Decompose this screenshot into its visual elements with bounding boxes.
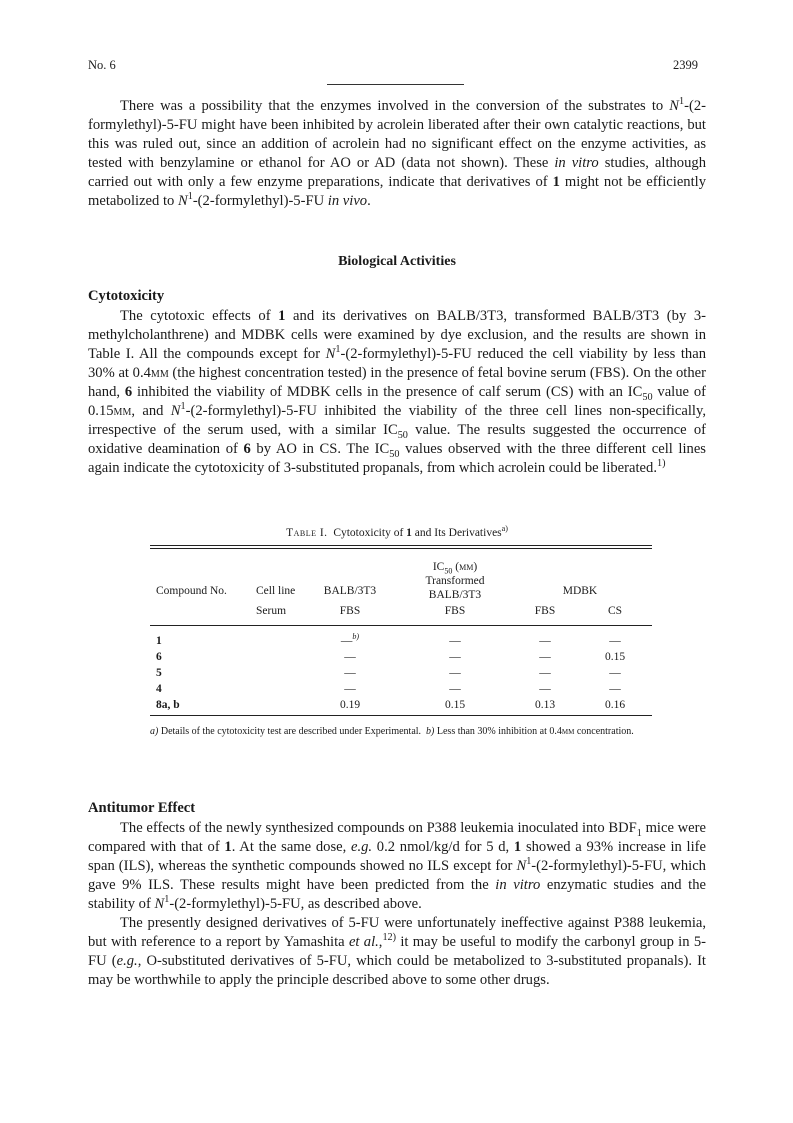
header-compound: Compound No. <box>156 585 227 597</box>
table-footnotes: a) Details of the cytotoxicity test are described under Experimental. b) Less than 30% inhibition at 0.4mm concentration. <box>150 726 634 737</box>
header-serum: Serum <box>256 605 287 617</box>
cell-compound: 4 <box>156 683 162 695</box>
header-rule <box>327 84 464 85</box>
cell-mdbk-fbs: — <box>539 683 551 695</box>
cell-compound: 6 <box>156 651 162 663</box>
header-transformed-2: BALB/3T3 <box>428 589 482 601</box>
paragraph-enzyme-inhibition: There was a possibility that the enzymes involved in the conversion of the substrates to $N^1-(2-formylethyl)-5-FU$ might have been inhibited by acrolein liberated after their own catalytic reactions, but this was ruled out, since an addition of acrolein had no significant effect on the enzyme activities, as tested with benzylamine or ethanol for AO or AD (data not shown). These in vitro studies, although carried out with only a few enzyme preparations, indicate that derivatives of 1 might not be efficiently metabolized to $N^1-(2-formylethyl)-5-FU$ in vivo. <box>88 96 706 209</box>
cell-compound: 8a, b <box>156 699 180 711</box>
cell-balb: — <box>344 667 356 679</box>
cell-transformed: 0.15 <box>444 699 466 711</box>
cell-mdbk-cs: 0.16 <box>604 699 626 711</box>
header-transformed-1: Transformed <box>425 575 485 587</box>
cell-mdbk-fbs: — <box>539 667 551 679</box>
cell-balb: — <box>344 651 356 663</box>
cytotoxicity-table <box>150 545 652 720</box>
paragraph-antitumor: The effects of the newly synthesized compounds on P388 leukemia inoculated into $BDF_1$ mice were compared with that of 1. At the same dose, e.g. 0.2 nmol/kg/d for 5 d, 1 showed a 93% increase in life span (ILS), whereas the synthetic compounds showed no ILS except for $N^1-(2-formylethyl)-5-FU$, which gave 9% ILS. These results might have been predicted from the in vitro enzymatic studies and the stability of $N^1-(2-formylethyl)-5-FU$, as described above. The presently designed derivatives of 5-FU were unfortunately ineffective against P388 leukemia, but with reference to a report by Yamashita et al.,$^{12)}$ it may be useful to modify the carbonyl group in 5-FU (e.g., O-substituted derivatives of 5-FU, which could be metabolized to 3-substituted propanals). It may be worthwhile to apply the principle described above to some other drugs. <box>88 820 707 988</box>
table-top-rule-2 <box>150 548 652 549</box>
table-caption: Table I. Cytotoxicity of 1 and Its Derivatives$^{a)}$ <box>286 524 508 539</box>
cell-mdbk-fbs: — <box>539 635 551 647</box>
header-fbs-mdbk: FBS <box>534 605 556 617</box>
cell-mdbk-cs: — <box>609 635 621 647</box>
cell-mdbk-cs: — <box>609 683 621 695</box>
issue-number: No. 6 <box>88 58 116 72</box>
page-number: 2399 <box>673 58 698 72</box>
section-title: Biological Activities <box>338 254 456 269</box>
cell-mdbk-fbs: 0.13 <box>534 699 556 711</box>
cell-transformed: — <box>449 667 461 679</box>
header-fbs-trans: FBS <box>444 605 466 617</box>
header-ic50: $IC_{50}$ (mm) <box>432 561 478 576</box>
cell-transformed: — <box>449 683 461 695</box>
table-bottom-rule <box>150 715 652 716</box>
cell-balb: 0.19 <box>339 699 361 711</box>
cell-transformed: — <box>449 635 461 647</box>
header-balb: BALB/3T3 <box>323 585 377 597</box>
header-cs-mdbk: CS <box>607 605 623 617</box>
cell-mdbk-fbs: — <box>539 651 551 663</box>
table-header-rule <box>150 625 652 626</box>
cell-balb: —$^{b)}$ <box>340 632 360 647</box>
header-mdbk: MDBK <box>562 585 598 597</box>
cell-balb: — <box>344 683 356 695</box>
cell-compound: 5 <box>156 667 162 679</box>
cell-compound: 1 <box>156 635 162 647</box>
antitumor-heading: Antitumor Effect <box>88 800 196 816</box>
cell-mdbk-cs: — <box>609 667 621 679</box>
cell-transformed: — <box>449 651 461 663</box>
header-cell-line: Cell line <box>256 585 296 597</box>
cell-mdbk-cs: 0.15 <box>604 651 626 663</box>
cytotoxicity-heading: Cytotoxicity <box>88 288 165 304</box>
header-fbs-balb: FBS <box>339 605 361 617</box>
paragraph-cytotoxicity: The cytotoxic effects of 1 and its derivatives on BALB/3T3, transformed BALB/3T3 (by 3-methylcholanthrene) and MDBK cells were examined by dye exclusion, and the results are shown in Table I. All the compounds except for $N^1-(2-formylethyl)-5-FU$ reduced the cell viability by less than 30% at 0.4mm (the highest concentration tested) in the presence of fetal bovine serum (FBS). On the other hand, 6 inhibited the viability of MDBK cells in the presence of calf serum (CS) with an $IC_{50}$ value of 0.15mm, and $N^1-(2-formylethyl)-5-FU$ inhibited the viability of the three cell lines non-specifically, irrespective of the serum used, with a similar $IC_{50}$ value. The results suggested the occurrence of oxidative deamination of 6 by AO in CS. The $IC_{50}$ values observed with the three different cell lines again indicate the cytotoxicity of 3-substituted propanals, from which acrolein could be liberated.$^{1)}$ <box>88 308 706 476</box>
table-top-rule <box>150 545 652 546</box>
